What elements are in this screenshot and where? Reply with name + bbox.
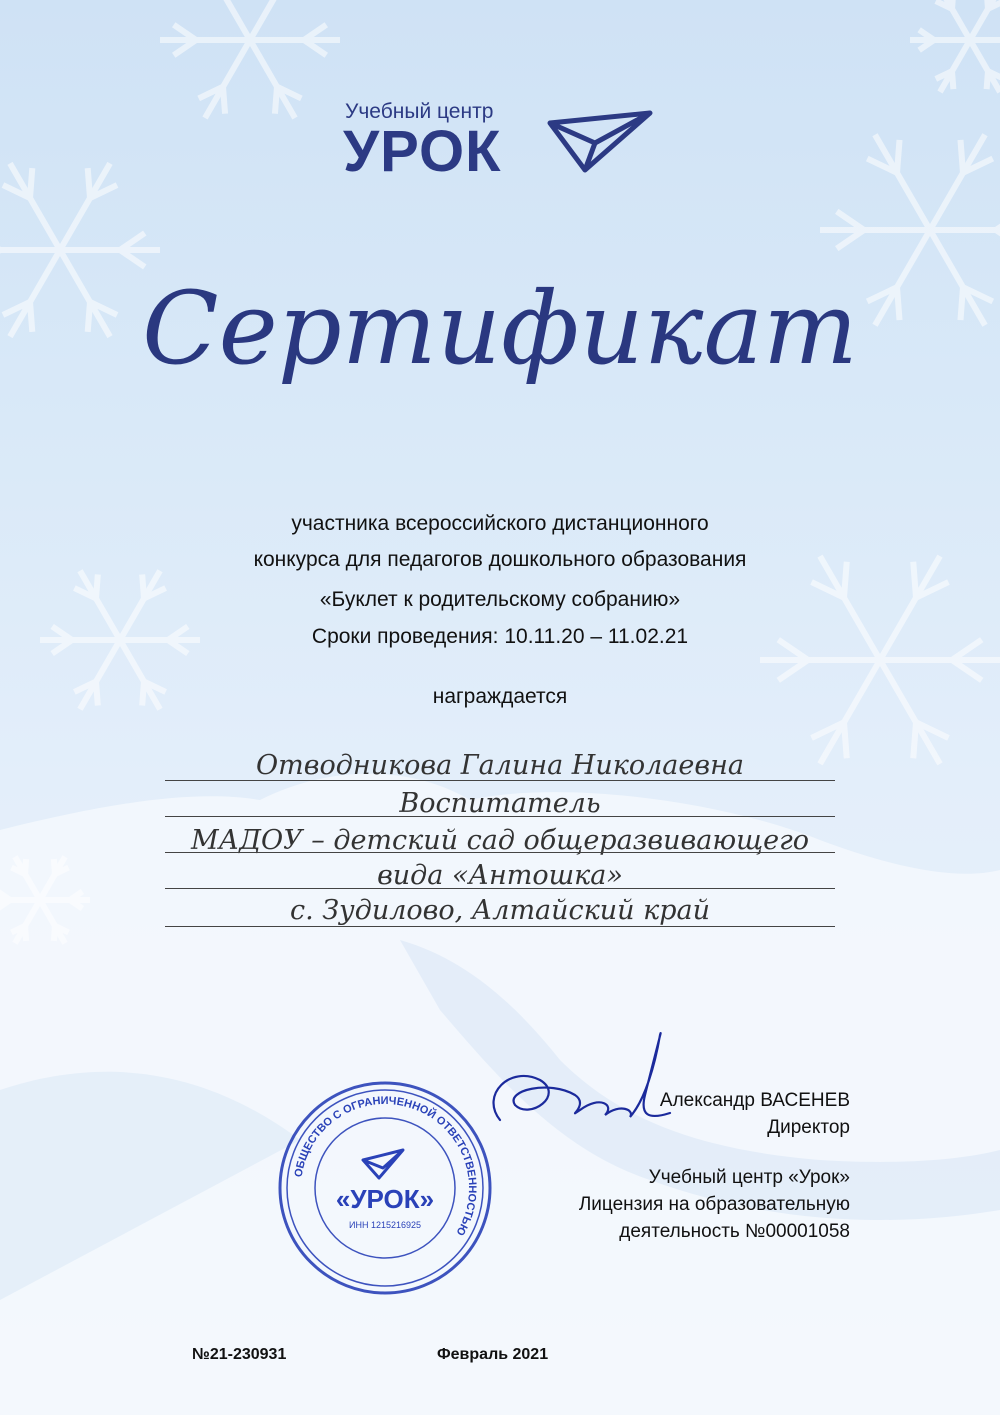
intro-line-2: конкурса для педагогов дошкольного образования bbox=[253, 548, 747, 571]
issue-date: Февраль 2021 bbox=[437, 1346, 549, 1363]
underline bbox=[165, 852, 835, 853]
contest-name: «Буклет к родительскому собранию» bbox=[319, 588, 681, 611]
underline bbox=[165, 816, 835, 817]
seal-center-text: «УРОК» bbox=[335, 1184, 435, 1214]
underline bbox=[165, 926, 835, 927]
license-line-2: деятельность №00001058 bbox=[619, 1221, 850, 1242]
signer-name: Александр ВАСЕНЕВ bbox=[659, 1090, 850, 1111]
certificate-title: Сертификат bbox=[142, 270, 858, 387]
recipient-org-line-1: МАДОУ – детский сад общеразвивающего bbox=[190, 825, 809, 856]
recipient-place: с. Зудилово, Алтайский край bbox=[289, 895, 711, 926]
issuer-name: Учебный центр «Урок» bbox=[648, 1167, 850, 1188]
license-line-1: Лицензия на образовательную bbox=[578, 1194, 850, 1215]
recipient-position: Воспитатель bbox=[399, 788, 601, 819]
paper-plane-icon bbox=[545, 108, 655, 178]
seal-inn-text: ИНН 1215216925 bbox=[348, 1220, 422, 1230]
intro-line-1: участника всероссийского дистанционного bbox=[291, 512, 709, 535]
underline bbox=[165, 780, 835, 781]
certificate-number: №21-230931 bbox=[192, 1346, 287, 1363]
logo-caption: Учебный центр bbox=[345, 100, 494, 123]
seal-ring-text: ОБЩЕСТВО С ОГРАНИЧЕННОЙ ОТВЕТСТВЕННОСТЬЮ bbox=[292, 1094, 479, 1238]
awarded-label: награждается bbox=[432, 685, 568, 708]
recipient-name: Отводникова Галина Николаевна bbox=[256, 750, 744, 781]
contest-dates: Сроки проведения: 10.11.20 – 11.02.21 bbox=[311, 625, 689, 648]
signer-role: Директор bbox=[767, 1117, 850, 1138]
company-seal bbox=[275, 1078, 495, 1298]
underline bbox=[165, 888, 835, 889]
director-signature bbox=[470, 1025, 690, 1145]
recipient-org-line-2: вида «Антошка» bbox=[377, 860, 623, 891]
logo-wordmark: УРОК bbox=[343, 119, 502, 184]
